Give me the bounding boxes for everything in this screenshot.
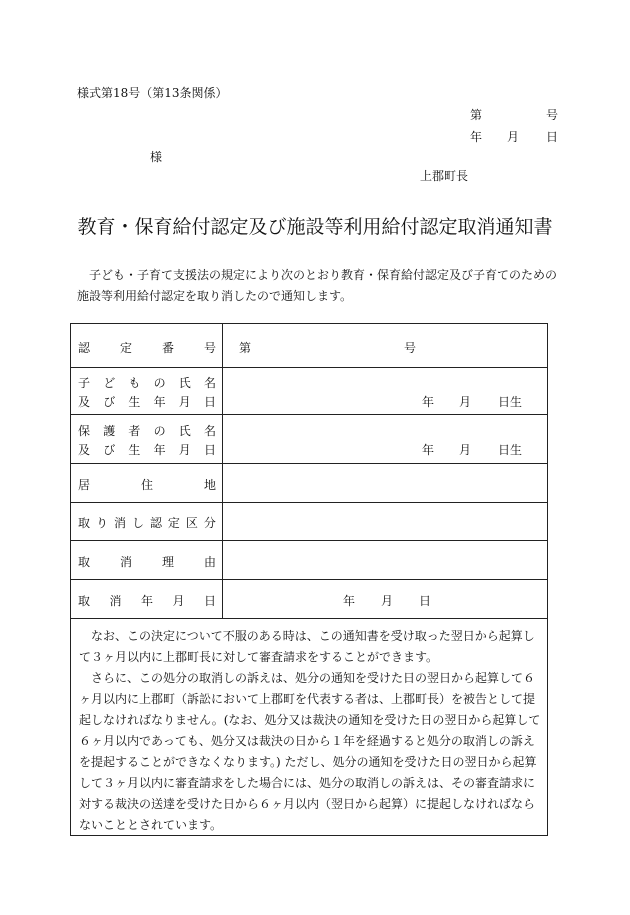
doc-number-suffix: 号 (546, 108, 559, 122)
cancel-date-day: 日 (419, 594, 432, 608)
child-birth-month: 月 (459, 395, 472, 409)
row-divider (71, 540, 547, 541)
row-divider (71, 502, 547, 503)
row-divider (71, 579, 547, 580)
cancellation-form-table (70, 323, 548, 836)
child-birth-label: 及 び 生 年 月 日 (78, 395, 216, 409)
cert-number-suffix: 号 (404, 341, 417, 355)
notes-paragraph-2: さらに、この処分の取消しの訴えは、処分の通知を受けた日の翌日から起算して６ヶ月以内に上郡町（訴訟において上郡町を代表する者は、上郡町長）を被告として提起しなければなりません。(なお、処分又は裁決の通知を受けた日の翌日から起算して６ヶ月以内であっても、処分又は裁決の日から１年を経過すると処分の取消しの訴えを提起することができなくなります。) ただし、処分の通知を受けた日の翌日から起算して３ヶ月以内に審査請求をした場合には、処分の取消しの訴えは、その審査請求に対する裁決の送達を受けた日から６ヶ月以内（翌日から起算）に提起しなければならないこととされています。 (79, 671, 541, 832)
category-label: 取 り 消 し 認 定 区 分 (78, 516, 216, 530)
appeal-notes (79, 626, 541, 836)
child-birth-year: 年 (422, 395, 435, 409)
issue-date-month: 月 (507, 130, 520, 144)
column-divider (222, 324, 223, 618)
guardian-birth-label: 及 び 生 年 月 日 (78, 443, 216, 457)
cancel-date-year: 年 (343, 594, 356, 608)
cancel-date-label: 取 消 年 月 日 (78, 594, 216, 608)
row-divider (71, 414, 547, 415)
child-birth-day: 日生 (498, 395, 523, 409)
notes-paragraph-1: なお、この決定について不服のある時は、この通知書を受け取った翌日から起算して３ヶ月以内に上郡町長に対して審査請求をすることができます。 (79, 629, 535, 664)
guardian-birth-year: 年 (422, 443, 435, 457)
issue-date-year: 年 (470, 130, 483, 144)
child-name-label: 子 ど も の 氏 名 (78, 376, 216, 390)
address-label: 居 住 地 (78, 478, 216, 492)
document-title: 教育・保育給付認定及び施設等利用給付認定取消通知書 (77, 216, 553, 238)
reason-label: 取 消 理 由 (78, 555, 216, 569)
doc-number-prefix: 第 (470, 108, 483, 122)
intro-paragraph (77, 265, 557, 307)
row-divider (71, 463, 547, 464)
guardian-name-label: 保 護 者 の 氏 名 (78, 424, 216, 438)
addressee-suffix: 様 (150, 150, 163, 164)
intro-text: 子ども・子育て支援法の規定により次のとおり教育・保育給付認定及び子育てのための施設等利用給付認定を取り消したので通知します。 (77, 268, 558, 303)
cancel-date-month: 月 (381, 594, 394, 608)
row-divider (71, 367, 547, 368)
guardian-birth-day: 日生 (498, 443, 523, 457)
form-number: 様式第18号（第13条関係） (77, 86, 228, 100)
issue-date-day: 日 (546, 130, 559, 144)
guardian-birth-month: 月 (459, 443, 472, 457)
issuer-name: 上郡町長 (420, 169, 469, 183)
cert-number-label: 認 定 番 号 (78, 341, 216, 355)
cert-number-prefix: 第 (239, 341, 252, 355)
row-divider (71, 618, 547, 619)
